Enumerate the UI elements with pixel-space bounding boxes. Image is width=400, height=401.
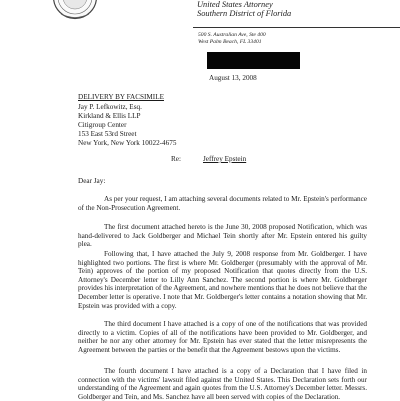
recipient-city-state-zip: New York, New York 10022-4675 [78,139,177,147]
recipient-name: Jay P. Lefkowitz, Esq. [78,103,142,111]
district-name: Southern District of Florida [197,9,292,18]
recipient-street: 153 East 53rd Street [78,130,137,138]
recipient-firm: Kirkland & Ellis LLP [78,112,141,120]
office-address-line1: 500 S. Australian Ave, Ste 400 [198,32,266,38]
body-paragraph-2: The first document attached hereto is the June 30, 2008 proposed Notification, which was hand-delivered to Jack Goldberger and Michael Tein shortly after Mr. Epstein entered his guilty plea. [78,223,367,249]
body-paragraph-3: Following that, I have attached the July 9, 2008 response from Mr. Goldberger. I have highlighted two portions. The first is where Mr. Goldberger (presumably with the approval of Mr. Tein) approves of the portion of my proposed Notification that quotes directly from the U.S. Attorney's December letter to Lilly Ann Sanchez. The second portion is where Mr. Goldberger provides his interpretation of the Agreement, and nowhere mentions that he does not believe that the December letter is operative. I note that Mr. Goldberger's letter contains a notation showing that Mr. Epstein was provided with a copy. [78,250,367,310]
delivery-method: DELIVERY BY FACSIMILE [78,93,164,101]
letterhead-divider [193,27,400,28]
recipient-building: Citigroup Center [78,121,127,129]
subject-label: Re: [171,155,181,163]
letter-date: August 13, 2008 [209,74,257,82]
body-paragraph-4: The third document I have attached is a copy of one of the notifications that was provided directly to a victim. Copies of all of the notifications have been provided to Mr. Goldberger, and neither he nor any other attorney for Mr. Epstein has ever stated that the letter misrepresents the Agreement between the parties or the benefit that the Agreement bestows upon the victims. [78,320,367,354]
office-title: United States Attorney [197,0,273,9]
body-paragraph-5: The fourth document I have attached is a copy of a Declaration that I have filed in connection with the victims' lawsuit filed against the United States. This Declaration sets forth our understanding of the Agreement and again quotes from the U.S. Attorney's December letter. Messrs. Goldberger and Tein, and Ms. Sanchez have all been served with copies of the Declaration. [78,367,367,401]
department-seal-icon [52,0,98,20]
redaction-block [207,52,300,69]
subject-value: Jeffrey Epstein [203,155,247,163]
salutation: Dear Jay: [78,177,106,185]
body-paragraph-1: As per your request, I am attaching several documents related to Mr. Epstein's performance of the Non-Prosecution Agreement. [78,195,367,212]
office-address-line2: West Palm Beach, FL 33401 [198,39,262,45]
